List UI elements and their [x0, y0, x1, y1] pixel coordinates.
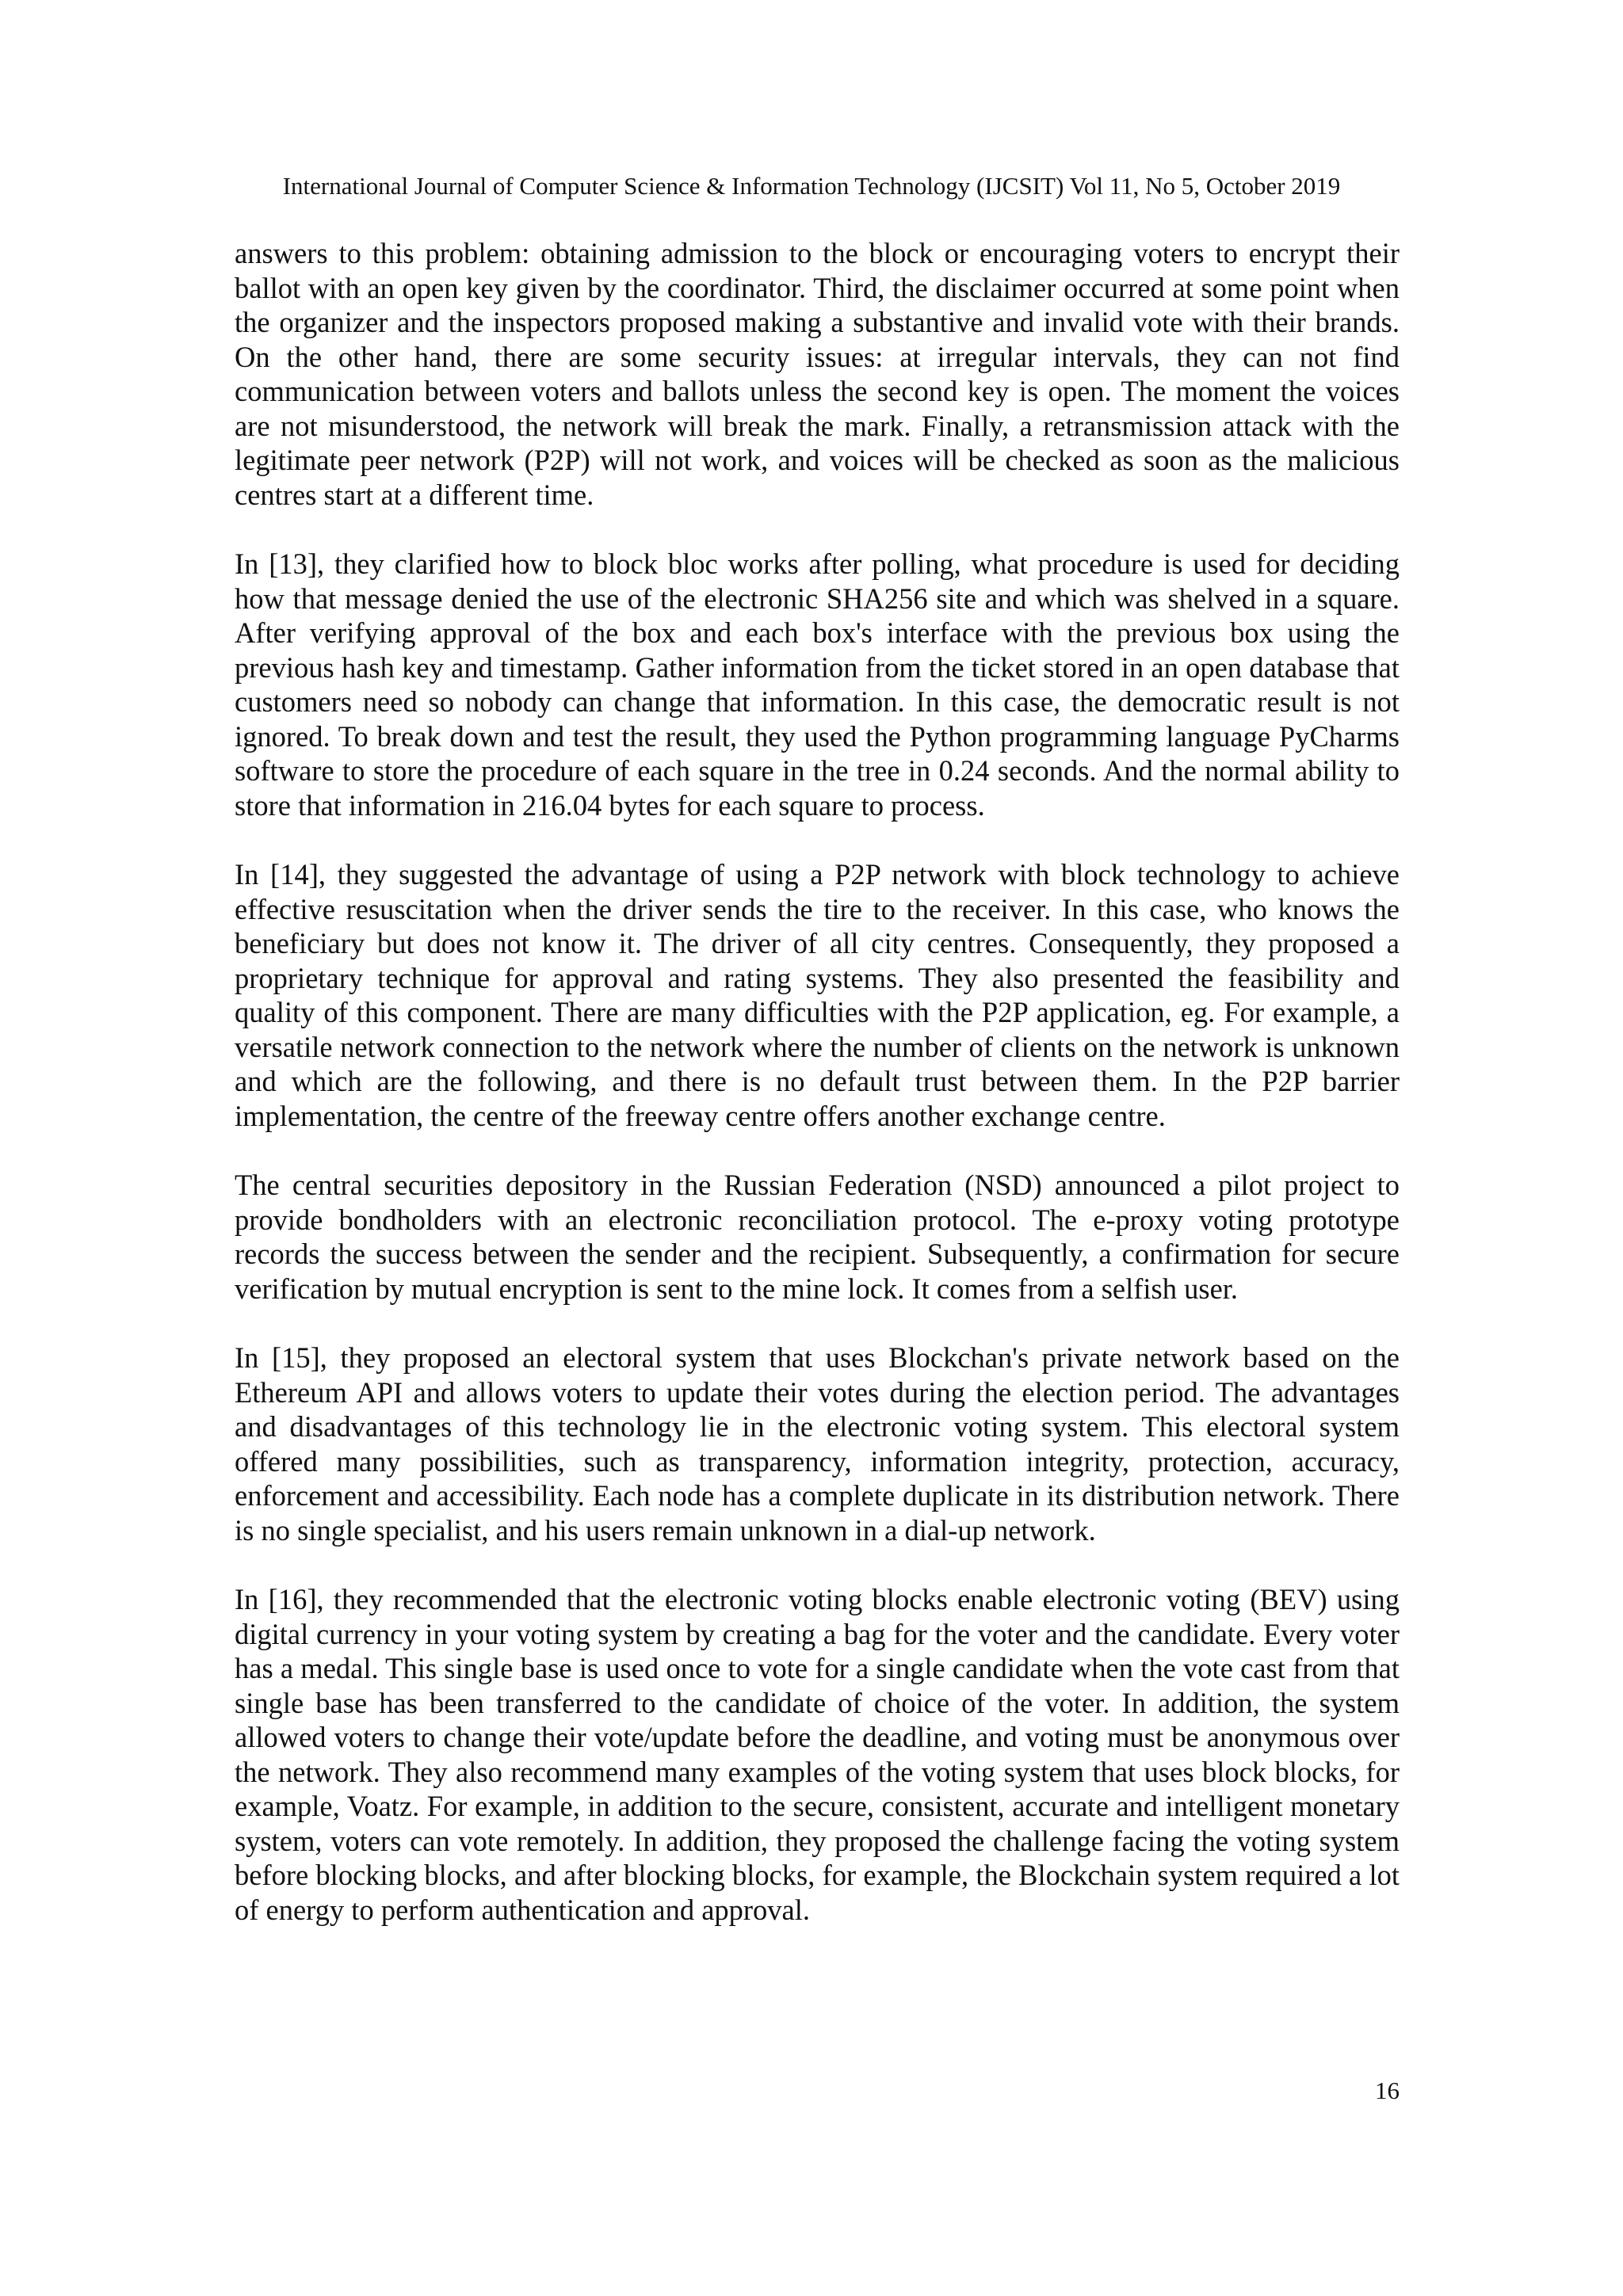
page-number: 16 [1375, 2077, 1400, 2104]
paragraph-nsd: The central securities depository in the Russian Federation (NSD) announced a pilot project to provide bondholders with an electronic reconciliation protocol. The e-proxy voting prototype records the success between the sender and the recipient. Subsequently, a confirmation for secure verification by mutual encryption is sent to the mine lock. It comes from a selfish user. [235, 1169, 1400, 1305]
paragraph-ref-13: In [13], they clarified how to block bloc works after polling, what procedure is used for deciding how that message denied the use of the electronic SHA256 site and which was shelved in a square. After verifying approval of the box and each box's interface with the previous box using the previous hash key and timestamp. Gather information from the ticket stored in an open database that customers need so nobody can change that information. In this case, the democratic result is not ignored. To break down and test the result, they used the Python programming language PyCharms software to store the procedure of each square in the tree in 0.24 seconds. And the normal ability to store that information in 216.04 bytes for each square to process. [235, 547, 1400, 822]
running-header: International Journal of Computer Science & Information Technology (IJCSIT) Vol 11, No 5, October 2019 [282, 172, 1341, 200]
body-text [235, 236, 1400, 1962]
paragraph-continuation: answers to this problem: obtaining admission to the block or encouraging voters to encrypt their ballot with an open key given by the coordinator. Third, the disclaimer occurred at some point when the organizer and the inspectors proposed making a substantive and invalid vote with their brands. On the other hand, there are some security issues: at irregular intervals, they can not find communication between voters and ballots unless the second key is open. The moment the voices are not misunderstood, the network will break the mark. Finally, a retransmission attack with the legitimate peer network (P2P) will not work, and voices will be checked as soon as the malicious centres start at a different time. [235, 237, 1400, 511]
paragraph-ref-14: In [14], they suggested the advantage of using a P2P network with block technology to achieve effective resuscitation when the driver sends the tire to the receiver. In this case, who knows the beneficiary but does not know it. The driver of all city centres. Consequently, they proposed a proprietary technique for approval and rating systems. They also presented the feasibility and quality of this component. There are many difficulties with the P2P application, eg. For example, a versatile network connection to the network where the number of clients on the network is unknown and which are the following, and there is no default trust between them. In the P2P barrier implementation, the centre of the freeway centre offers another exchange centre. [235, 858, 1400, 1132]
paragraph-ref-16: In [16], they recommended that the electronic voting blocks enable electronic voting (BEV) using digital currency in your voting system by creating a bag for the voter and the candidate. Every voter has a medal. This single base is used once to vote for a single candidate when the vote cast from that single base has been transferred to the candidate of choice of the voter. In addition, the system allowed voters to change their vote/update before the deadline, and voting must be anonymous over the network. They also recommend many examples of the voting system that uses block blocks, for example, Voatz. For example, in addition to the secure, consistent, accurate and intelligent monetary system, voters can vote remotely. In addition, they proposed the challenge facing the voting system before blocking blocks, and after blocking blocks, for example, the Blockchain system required a lot of energy to perform authentication and approval. [235, 1583, 1400, 1926]
paragraph-ref-15: In [15], they proposed an electoral system that uses Blockchan's private network based on the Ethereum API and allows voters to update their votes during the election period. The advantages and disadvantages of this technology lie in the electronic voting system. This electoral system offered many possibilities, such as transparency, information integrity, protection, accuracy, enforcement and accessibility. Each node has a complete duplicate in its distribution network. There is no single specialist, and his users remain unknown in a dial-up network. [235, 1341, 1400, 1547]
